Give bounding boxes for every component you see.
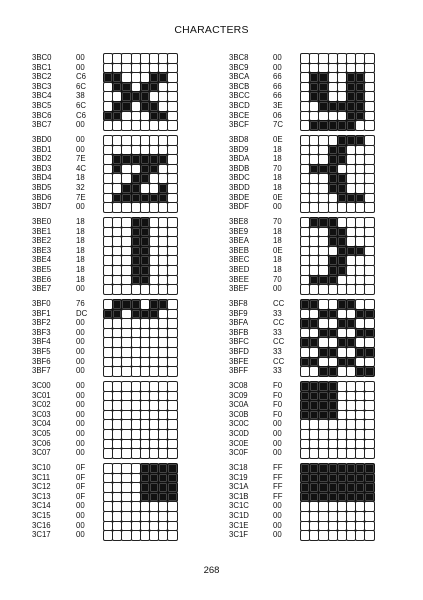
address-label: 3BC6	[32, 110, 52, 120]
hex-value: 00	[76, 284, 85, 294]
pixel-off	[364, 120, 374, 131]
pixel-off	[167, 183, 177, 194]
address-label: 3BC7	[32, 120, 52, 130]
address-label: 3C18	[229, 463, 248, 472]
address-label: 3BC1	[32, 62, 52, 72]
hex-value: 00	[76, 144, 85, 154]
pixel-off	[167, 101, 177, 112]
address-label: 3BE9	[229, 226, 249, 236]
pixel-off	[167, 448, 177, 459]
bitmap-grid	[300, 463, 374, 540]
address-label: 3BC5	[32, 100, 52, 110]
address-label: 3BF4	[32, 337, 51, 347]
address-label: 3C04	[32, 419, 51, 429]
address-label: 3BF5	[32, 346, 51, 356]
hex-value: 32	[76, 182, 85, 192]
address-label: 3C1D	[229, 510, 249, 520]
address-label: 3C1C	[229, 501, 249, 511]
hex-value: 00	[76, 520, 85, 530]
hex-value: 00	[273, 284, 282, 294]
bitmap-grid	[300, 299, 374, 376]
hex-value: 00	[76, 337, 85, 347]
bitmap-grid	[103, 299, 177, 376]
character-block	[229, 135, 409, 215]
address-label: 3BC4	[32, 91, 52, 101]
hex-value: 18	[76, 245, 85, 255]
address-label: 3BD6	[32, 192, 52, 202]
hex-value: 00	[76, 62, 85, 72]
address-label: 3BDA	[229, 154, 250, 164]
address-label: 3BEA	[229, 236, 249, 246]
hex-value: 33	[273, 308, 282, 318]
address-label: 3BF3	[32, 327, 51, 337]
pixel-off	[167, 265, 177, 276]
hex-value: 0F	[76, 472, 86, 482]
hex-value: 18	[273, 154, 282, 164]
hex-value: 00	[76, 356, 85, 366]
address-label: 3BCE	[229, 110, 250, 120]
address-label: 3BD5	[32, 182, 52, 192]
hex-value: 18	[273, 264, 282, 274]
hex-value: 00	[76, 366, 85, 376]
hex-value: CC	[273, 337, 285, 347]
address-label: 3BEE	[229, 274, 249, 284]
hex-value: 00	[76, 135, 85, 144]
hex-value: 76	[76, 299, 85, 308]
address-label: 3BFF	[229, 366, 249, 376]
address-label: 3C0E	[229, 438, 249, 448]
hex-value: 18	[273, 144, 282, 154]
address-label: 3C0A	[229, 400, 249, 410]
address-label: 3BC9	[229, 62, 249, 72]
hex-value: 00	[76, 419, 85, 429]
hex-value: 00	[76, 501, 85, 511]
hex-value: 00	[76, 120, 85, 130]
address-label: 3C05	[32, 428, 51, 438]
hex-value: F0	[273, 390, 283, 400]
address-label: 3BF1	[32, 308, 51, 318]
hex-value: 33	[273, 327, 282, 337]
hex-value: 18	[273, 182, 282, 192]
hex-value: 00	[76, 346, 85, 356]
character-block	[32, 135, 212, 215]
pixel-on	[364, 347, 374, 358]
address-label: 3BFC	[229, 337, 249, 347]
hex-value: 7E	[76, 192, 86, 202]
address-label: 3BE6	[32, 274, 52, 284]
address-label: 3C07	[32, 448, 51, 458]
address-label: 3BED	[229, 264, 250, 274]
hex-value: 7C	[273, 120, 283, 130]
address-label: 3C12	[32, 482, 51, 492]
hex-value: 0F	[76, 491, 86, 501]
bitmap-grid	[300, 135, 374, 212]
address-label: 3BEC	[229, 255, 250, 265]
hex-value: 0F	[76, 482, 86, 492]
bitmap-grid	[103, 135, 177, 212]
address-label: 3BE5	[32, 264, 52, 274]
hex-value: 00	[273, 428, 282, 438]
address-label: 3BEF	[229, 284, 249, 294]
address-label: 3C0D	[229, 428, 249, 438]
address-label: 3BE3	[32, 245, 52, 255]
address-label: 3C0F	[229, 448, 249, 458]
address-label: 3BD1	[32, 144, 52, 154]
hex-value: F0	[273, 381, 283, 390]
address-label: 3BC3	[32, 81, 52, 91]
hex-value: FF	[273, 491, 283, 501]
hex-value: F0	[273, 409, 283, 419]
address-label: 3BF8	[229, 299, 248, 308]
character-block	[32, 299, 212, 379]
address-label: 3C14	[32, 501, 51, 511]
address-label: 3C03	[32, 409, 51, 419]
hex-value: 18	[76, 236, 85, 246]
hex-value: 00	[273, 419, 282, 429]
hex-value: 70	[273, 217, 282, 226]
hex-value: 18	[273, 255, 282, 265]
bitmap-grid	[300, 53, 374, 130]
address-label: 3BDE	[229, 192, 250, 202]
address-label: 3BD8	[229, 135, 249, 144]
hex-value: FF	[273, 472, 283, 482]
address-label: 3BCC	[229, 91, 250, 101]
address-label: 3BCD	[229, 100, 250, 110]
bitmap-grid	[103, 217, 177, 294]
pixel-off	[364, 183, 374, 194]
character-block	[32, 217, 212, 297]
address-label: 3BD3	[32, 163, 52, 173]
character-block	[229, 381, 409, 461]
hex-value: 00	[76, 390, 85, 400]
pixel-off	[167, 366, 177, 377]
hex-value: 0E	[273, 135, 283, 144]
character-block	[229, 463, 409, 543]
hex-value: 06	[273, 110, 282, 120]
hex-value: CC	[273, 356, 285, 366]
bitmap-grid	[300, 381, 374, 458]
hex-value: 00	[76, 53, 85, 62]
hex-value: 00	[76, 318, 85, 328]
address-label: 3BF9	[229, 308, 248, 318]
address-label: 3BFB	[229, 327, 249, 337]
pixel-off	[167, 202, 177, 213]
pixel-off	[364, 265, 374, 276]
hex-value: 18	[76, 264, 85, 274]
hex-value: 18	[273, 226, 282, 236]
hex-value: 00	[273, 520, 282, 530]
address-label: 3BE4	[32, 255, 52, 265]
hex-value: 38	[76, 91, 85, 101]
hex-value: 66	[273, 91, 282, 101]
pixel-off	[364, 202, 374, 213]
hex-value: 00	[76, 438, 85, 448]
address-label: 3BE1	[32, 226, 52, 236]
pixel-off	[167, 429, 177, 440]
hex-value: 66	[273, 72, 282, 82]
address-label: 3BD2	[32, 154, 52, 164]
address-label: 3BC2	[32, 72, 52, 82]
hex-value: 00	[76, 428, 85, 438]
hex-value: C6	[76, 110, 86, 120]
pixel-off	[167, 120, 177, 131]
hex-value: 18	[76, 255, 85, 265]
hex-value: F0	[273, 400, 283, 410]
hex-value: 00	[273, 53, 282, 62]
address-label: 3BF7	[32, 366, 51, 376]
hex-value: 00	[76, 448, 85, 458]
pixel-off	[364, 511, 374, 522]
address-label: 3BF6	[32, 356, 51, 366]
address-label: 3C1B	[229, 491, 249, 501]
address-label: 3BDD	[229, 182, 250, 192]
address-label: 3BDB	[229, 163, 250, 173]
bitmap-grid	[103, 463, 177, 540]
hex-value: CC	[273, 299, 285, 308]
address-label: 3BFA	[229, 318, 249, 328]
hex-value: 18	[76, 173, 85, 183]
hex-value: 66	[273, 81, 282, 91]
pixel-off	[364, 530, 374, 541]
hex-value: 00	[76, 202, 85, 212]
address-label: 3C16	[32, 520, 51, 530]
pixel-off	[167, 284, 177, 295]
hex-value: 00	[76, 381, 85, 390]
hex-value: CC	[273, 318, 285, 328]
bitmap-grid	[103, 381, 177, 458]
hex-value: 0E	[273, 192, 283, 202]
character-block	[229, 53, 409, 133]
address-label: 3C1E	[229, 520, 249, 530]
address-label: 3BD0	[32, 135, 52, 144]
address-label: 3C06	[32, 438, 51, 448]
character-block	[32, 53, 212, 133]
address-label: 3BCB	[229, 81, 250, 91]
character-block	[229, 217, 409, 297]
address-label: 3C13	[32, 491, 51, 501]
hex-value: 00	[273, 62, 282, 72]
pixel-on	[364, 366, 374, 377]
address-label: 3C09	[229, 390, 248, 400]
hex-value: DC	[76, 308, 88, 318]
hex-value: 18	[76, 217, 85, 226]
character-block	[229, 299, 409, 379]
hex-value: 7E	[76, 154, 86, 164]
character-block	[32, 463, 212, 543]
pixel-off	[167, 511, 177, 522]
pixel-off	[167, 347, 177, 358]
hex-value: 18	[273, 173, 282, 183]
hex-value: 00	[273, 202, 282, 212]
address-label: 3BC8	[229, 53, 249, 62]
hex-value: 00	[76, 327, 85, 337]
pixel-off	[167, 530, 177, 541]
address-label: 3BE0	[32, 217, 52, 226]
hex-value: 00	[273, 438, 282, 448]
hex-value: 00	[76, 510, 85, 520]
page-number: 268	[203, 565, 220, 576]
address-label: 3BCF	[229, 120, 249, 130]
hex-value: 00	[76, 409, 85, 419]
address-label: 3C15	[32, 510, 51, 520]
hex-value: 00	[273, 530, 282, 540]
address-label: 3C19	[229, 472, 248, 482]
hex-value: 18	[76, 274, 85, 284]
pixel-off	[364, 448, 374, 459]
address-label: 3C10	[32, 463, 51, 472]
hex-value: 18	[273, 236, 282, 246]
bitmap-grid	[103, 53, 177, 130]
hex-value: 00	[273, 448, 282, 458]
hex-value: FF	[273, 482, 283, 492]
hex-value: 00	[273, 501, 282, 511]
address-label: 3C1F	[229, 530, 249, 540]
address-label: 3C00	[32, 381, 51, 390]
address-label: 3BE7	[32, 284, 52, 294]
address-label: 3C0B	[229, 409, 249, 419]
pixel-off	[364, 284, 374, 295]
hex-value: 6C	[76, 81, 86, 91]
address-label: 3BE8	[229, 217, 249, 226]
address-label: 3BF0	[32, 299, 51, 308]
address-label: 3BFD	[229, 346, 249, 356]
hex-value: 4C	[76, 163, 86, 173]
address-label: 3BDC	[229, 173, 250, 183]
address-label: 3C11	[32, 472, 51, 482]
address-label: 3C0C	[229, 419, 249, 429]
character-block	[32, 381, 212, 461]
pixel-off	[364, 101, 374, 112]
hex-value: 33	[273, 366, 282, 376]
address-label: 3C1A	[229, 482, 249, 492]
address-label: 3BC0	[32, 53, 52, 62]
hex-value: 00	[76, 530, 85, 540]
address-label: 3BD4	[32, 173, 52, 183]
address-label: 3BD9	[229, 144, 249, 154]
address-label: 3BDF	[229, 202, 249, 212]
hex-value: 33	[273, 346, 282, 356]
hex-value: 6C	[76, 100, 86, 110]
address-label: 3C17	[32, 530, 51, 540]
pixel-off	[364, 429, 374, 440]
address-label: 3BE2	[32, 236, 52, 246]
address-label: 3C02	[32, 400, 51, 410]
address-label: 3BF2	[32, 318, 51, 328]
hex-value: 0F	[76, 463, 86, 472]
hex-value: 0E	[273, 245, 283, 255]
address-label: 3C08	[229, 381, 248, 390]
address-label: 3BFE	[229, 356, 249, 366]
address-label: 3BD7	[32, 202, 52, 212]
hex-value: 00	[273, 510, 282, 520]
bitmap-grid	[300, 217, 374, 294]
hex-value: 3E	[273, 100, 283, 110]
hex-value: C6	[76, 72, 86, 82]
hex-value: 70	[273, 163, 282, 173]
hex-value: 70	[273, 274, 282, 284]
hex-value: FF	[273, 463, 283, 472]
hex-value: 00	[76, 400, 85, 410]
page-title: CHARACTERS	[174, 24, 249, 36]
address-label: 3C01	[32, 390, 51, 400]
address-label: 3BCA	[229, 72, 250, 82]
hex-value: 18	[76, 226, 85, 236]
address-label: 3BEB	[229, 245, 249, 255]
